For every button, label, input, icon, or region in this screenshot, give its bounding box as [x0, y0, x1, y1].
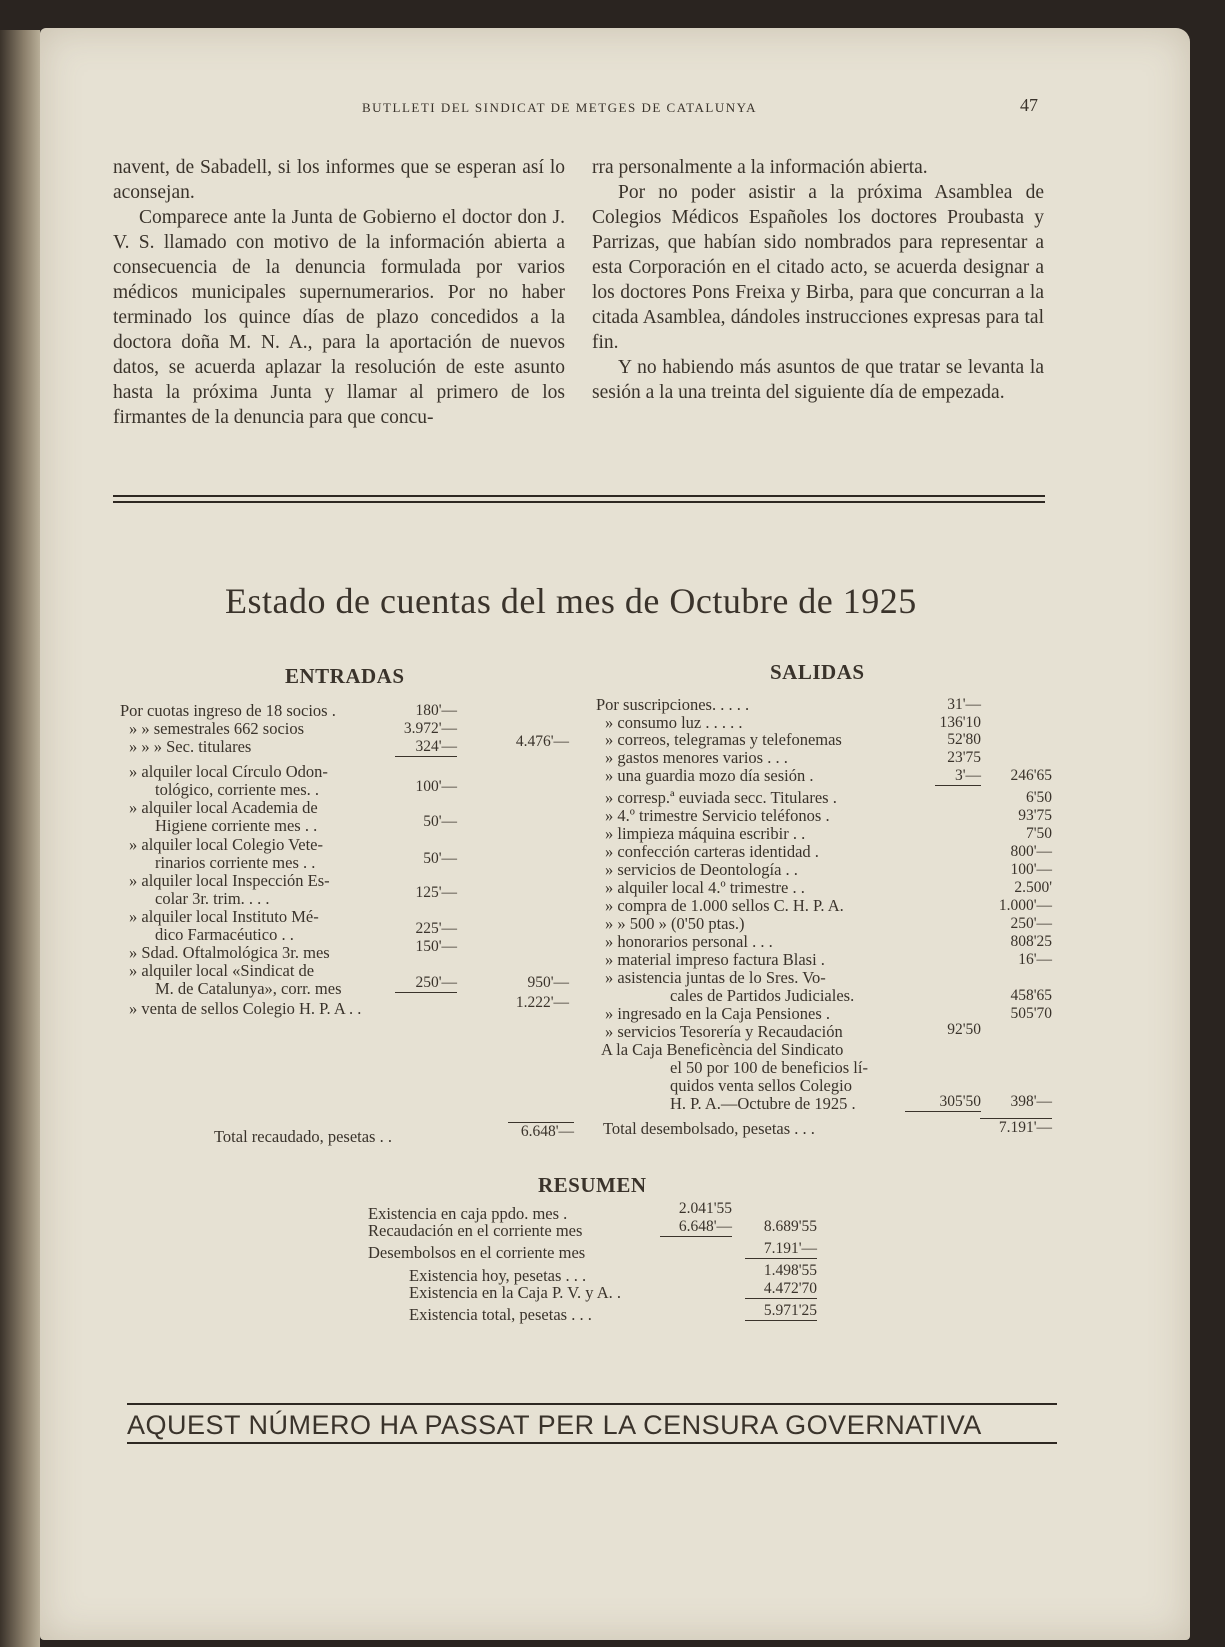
resumen-line: Existencia hoy, pesetas . . . [409, 1266, 587, 1285]
salidas-line: » honorarios personal . . . [605, 932, 773, 951]
resumen-heading: RESUMEN [538, 1173, 647, 1197]
entradas-subtotal: 4.476'— [515, 733, 569, 750]
entradas-amount: 125'— [415, 884, 457, 901]
entradas-line: » alquiler local Círculo Odon- [129, 762, 328, 781]
entradas-line: Por cuotas ingreso de 18 socios . [120, 701, 336, 720]
entradas-line: dico Farmacéutico . . [155, 925, 294, 944]
entradas-amount: 100'— [415, 778, 457, 795]
salidas-inner-amount: 23'75 [947, 749, 981, 766]
running-title: BUTLLETI DEL SINDICAT DE METGES DE CATALUNYA [362, 100, 757, 115]
salidas-amount: 458'65 [1010, 987, 1052, 1004]
resumen-amount: 1.498'55 [763, 1262, 817, 1279]
entradas-amount: 250'— [395, 974, 457, 993]
resumen-amount: 2.041'55 [678, 1200, 732, 1217]
salidas-line: Por suscripciones. . . . . [596, 695, 750, 714]
resumen-amount: 5.971'25 [745, 1302, 817, 1321]
entradas-subtotal: 950'— [527, 974, 569, 991]
salidas-line: » 4.º trimestre Servicio teléfonos . [605, 806, 830, 825]
paragraph: navent, de Sabadell, si los informes que se esperan así lo aconsejan. [113, 157, 565, 203]
footer-rule [127, 1442, 1057, 1444]
entradas-line: » alquiler local Colegio Vete- [129, 835, 323, 854]
entradas-line: » » semestrales 662 socios [129, 719, 305, 738]
entradas-line: Higiene corriente mes . . [155, 816, 318, 835]
entradas-line: » alquiler local Inspección Es- [129, 871, 330, 890]
entradas-total-label: Total recaudado, pesetas . . [214, 1127, 392, 1146]
salidas-amount: 808'25 [1010, 933, 1052, 950]
salidas-inner-amount: 52'80 [947, 731, 981, 748]
entradas-line: M. de Catalunya», corr. mes [155, 979, 342, 998]
entradas-total: 6.648'— [508, 1122, 574, 1141]
paragraph: Por no poder asistir a la próxima Asamblea de Colegios Médicos Españoles los doctores Proubasta y Parrizas, que habían sido nombrados para representar a esta Corporación en el citado acto, se acuerda designar a los doctores Pons Freixa y Birba, para que concurran a la citada Asamblea, dándoles instrucciones expresas para tal fin. [592, 182, 1044, 353]
salidas-amount: 16'— [1018, 951, 1052, 968]
entradas-line: rinarios corriente mes . . [155, 853, 316, 872]
salidas-amount: 100'— [1010, 861, 1052, 878]
salidas-inner-amount: 136'10 [939, 714, 981, 731]
text-column-left [113, 155, 565, 430]
entradas-line: » alquiler local Academia de [129, 798, 318, 817]
salidas-amount: 800'— [1010, 843, 1052, 860]
text-column-right [592, 155, 1044, 405]
censorship-notice: AQUEST NÚMERO HA PASSAT PER LA CENSURA GOVERNATIVA [127, 1410, 982, 1440]
salidas-amount: 505'70 [1010, 1005, 1052, 1022]
salidas-line: » corresp.ª euviada secc. Titulares . [605, 788, 837, 807]
entradas-line: tológico, corriente mes. . [155, 780, 320, 799]
resumen-amount: 8.689'55 [763, 1218, 817, 1235]
salidas-amount: 2.500' [1014, 879, 1052, 896]
entradas-amount: 50'— [423, 813, 457, 830]
salidas-line: » gastos menores varios . . . [605, 748, 788, 767]
paragraph: rra personalmente a la información abierta. [592, 157, 928, 178]
entradas-line: » » » Sec. titulares [129, 737, 252, 756]
entradas-line: » Sdad. Oftalmológica 3r. mes [129, 943, 330, 962]
salidas-line: » correos, telegramas y telefonemas [605, 730, 842, 749]
salidas-total: 7.191'— [980, 1118, 1052, 1137]
salidas-line: A la Caja Beneficència del Sindicato [601, 1040, 844, 1059]
salidas-line: cales de Partidos Judiciales. [670, 986, 855, 1005]
salidas-amount: 250'— [1010, 915, 1052, 932]
salidas-inner-amount: 305'50 [905, 1093, 981, 1112]
entradas-amount: 3.972'— [403, 720, 457, 737]
entradas-heading: ENTRADAS [285, 664, 405, 688]
accounts-title: Estado de cuentas del mes de Octubre de 1925 [225, 581, 917, 621]
salidas-line: » material impreso factura Blasi . [605, 950, 825, 969]
salidas-line: » servicios de Deontología . . [605, 860, 798, 879]
salidas-line: » consumo luz . . . . . [605, 713, 743, 732]
salidas-line: » confección carteras identidad . [605, 842, 819, 861]
salidas-inner-amount: 3'— [935, 767, 981, 786]
entradas-line: » venta de sellos Colegio H. P. A . . [129, 999, 362, 1018]
entradas-amount: 180'— [415, 702, 457, 719]
salidas-amount: 6'50 [1025, 789, 1052, 806]
resumen-line: Existencia en la Caja P. V. y A. . [409, 1283, 622, 1302]
salidas-total-label: Total desembolsado, pesetas . . . [603, 1119, 815, 1138]
salidas-amount: 246'65 [1010, 767, 1052, 784]
paragraph: Y no habiendo más asuntos de que tratar se levanta la sesión a la una treinta del siguiente día de empezada. [592, 357, 1044, 403]
salidas-line: » servicios Tesorería y Recaudación [605, 1022, 843, 1041]
entradas-amount: 50'— [423, 850, 457, 867]
resumen-line: Existencia total, pesetas . . . [409, 1305, 592, 1324]
resumen-amount: 4.472'70 [745, 1280, 817, 1299]
salidas-amount: 7'50 [1025, 825, 1052, 842]
salidas-inner-amount: 31'— [947, 696, 981, 713]
entradas-amount: 324'— [395, 738, 457, 757]
book-binding [0, 30, 40, 1647]
salidas-line: » » 500 » (0'50 ptas.) [605, 914, 745, 933]
salidas-line: H. P. A.—Octubre de 1925 . [670, 1094, 856, 1113]
salidas-line: » asistencia juntas de lo Sres. Vo- [605, 968, 826, 987]
salidas-line: quidos venta sellos Colegio [670, 1076, 852, 1095]
salidas-inner-amount: 92'50 [947, 1021, 981, 1038]
separator-rule [113, 495, 1045, 497]
salidas-line: el 50 por 100 de beneficios lí- [670, 1058, 868, 1077]
page-number: 47 [1020, 95, 1038, 115]
resumen-line: Desembolsos en el corriente mes [368, 1243, 586, 1262]
resumen-amount: 6.648'— [660, 1218, 732, 1237]
entradas-amount: 225'— [415, 920, 457, 937]
resumen-line: Existencia en caja ppdo. mes . [368, 1204, 568, 1223]
salidas-line: » ingresado en la Caja Pensiones . [605, 1004, 830, 1023]
resumen-line: Recaudación en el corriente mes [368, 1221, 583, 1240]
salidas-line: » alquiler local 4.º trimestre . . [605, 878, 805, 897]
salidas-amount: 398'— [1010, 1093, 1052, 1110]
resumen-amount: 7.191'— [745, 1240, 817, 1259]
salidas-amount: 1.000'— [998, 897, 1052, 914]
salidas-line: » limpieza máquina escribir . . [605, 824, 806, 843]
footer-rule [127, 1403, 1057, 1405]
salidas-line: » compra de 1.000 sellos C. H. P. A. [605, 896, 844, 915]
entradas-line: colar 3r. trim. . . . [155, 889, 270, 908]
entradas-amount: 150'— [415, 938, 457, 955]
separator-rule [113, 501, 1045, 503]
entradas-subtotal: 1.222'— [515, 994, 569, 1011]
salidas-heading: SALIDAS [770, 660, 865, 684]
salidas-line: » una guardia mozo día sesión . [605, 766, 814, 785]
salidas-amount: 93'75 [1018, 807, 1052, 824]
entradas-line: » alquiler local Instituto Mé- [129, 907, 319, 926]
paragraph: Comparece ante la Junta de Gobierno el doctor don J. V. S. llamado con motivo de la información abierta a consecuencia de la denuncia formulada por varios médicos municipales supernumerarios. Por no haber terminado los quince días de plazo concedidos a la doctora doña M. N. A., para la aportación de nuevos datos, se acuerda aplazar la resolución de este asunto hasta la próxima Junta y llamar al primero de los firmantes de la denuncia para que concu- [113, 207, 565, 428]
entradas-line: » alquiler local «Sindicat de [129, 961, 315, 980]
